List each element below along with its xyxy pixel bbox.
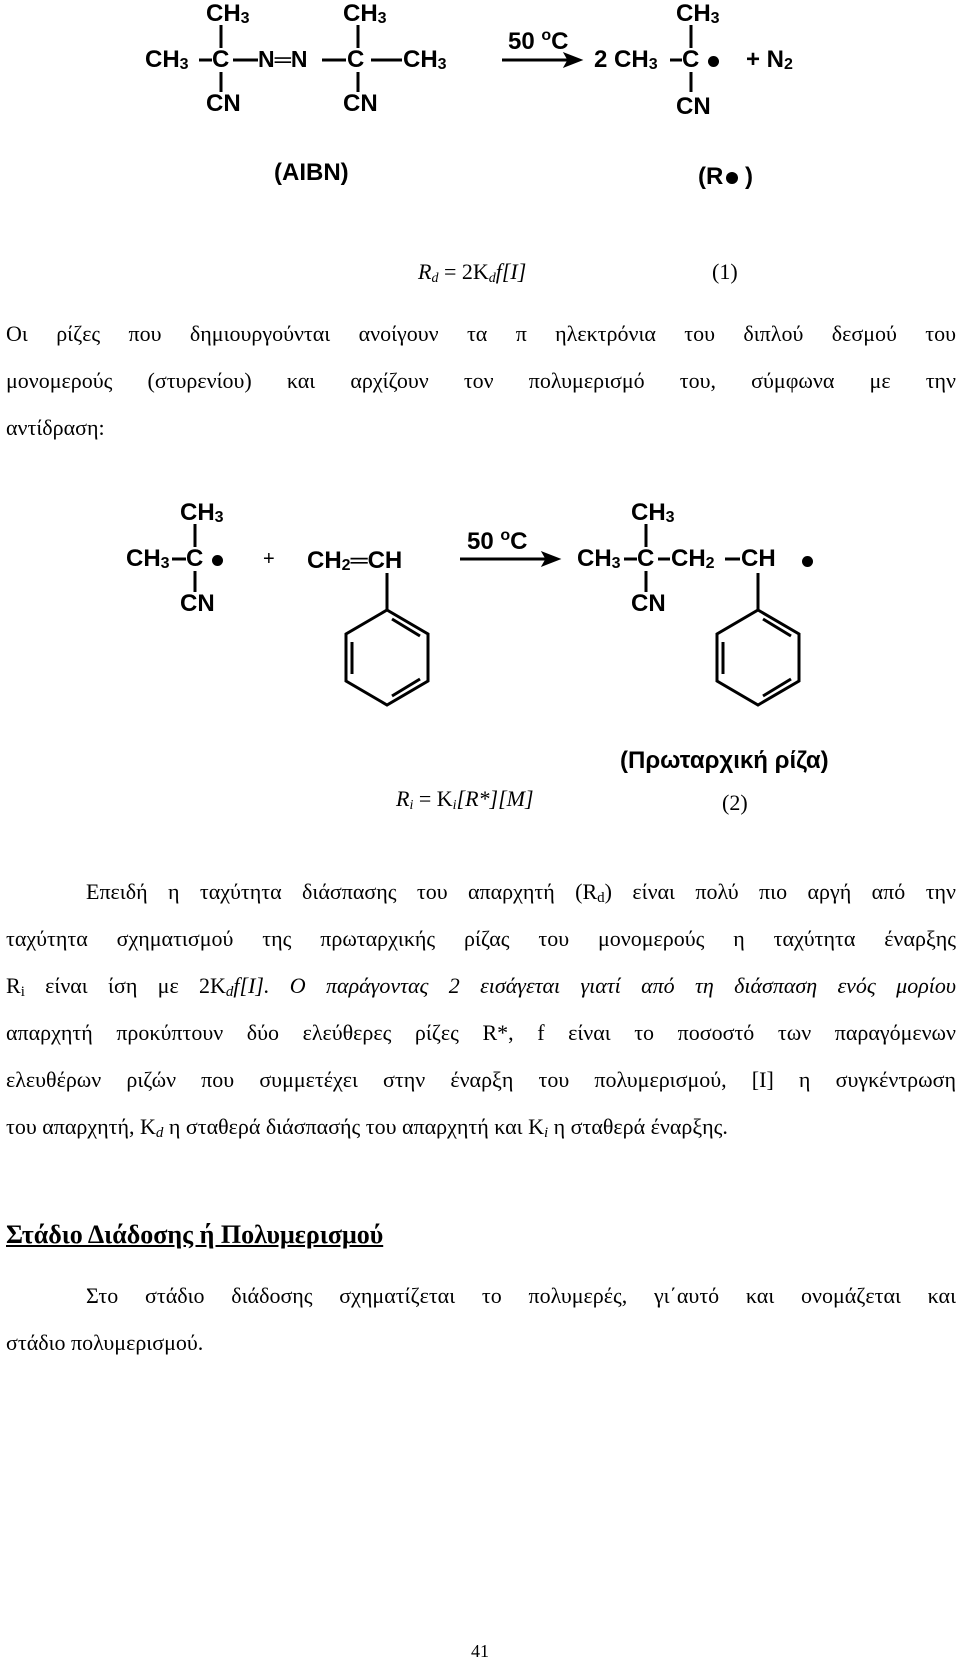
paragraph-initiation-rate: Επειδή η ταχύτητα διάσπασης του απαρχητή $(R_d)$ είναι πολύ πιο αργή από την ταχύτητα σχηματισμού της πρωταρχικής ρίζας του μονομερούς η ταχύτητα έναρξης $R_i$ είναι ίση με $2K_df[I]$. Ο παράγοντας 2 εισάγεται γιατί από τη διάσπαση ενός μορίου απαρχητή προκύπτουν δύο ελεύθερες ρίζες R*, f είναι το ποσοστό των παραγόμενων ελευθέρων ριζών που συμμετέχει στην έναρξη του πολυμερισμού, [I] η συγκέντρωση του απαρχητή, $K_d$ η σταθερά διάσπασής του απαρχητή και $K_i$ η σταθερά έναρξης. (6, 879, 956, 1141)
r2-cyano: CN (180, 590, 215, 617)
r2-top-methyl: $CH_3$ (180, 499, 224, 526)
p2-methine: CH (741, 545, 776, 572)
aibn-cyano-left: CN (206, 90, 241, 117)
radical-dot-1 (708, 56, 719, 67)
equation-1-number: (1) (712, 259, 738, 284)
p2-top-methyl: $CH_3$ (631, 499, 675, 526)
product-benzene-ring (717, 610, 799, 705)
nitrogen-product: + $N_2$ (746, 46, 793, 73)
radical-carbon: C (682, 46, 700, 73)
r2-carbon: C (186, 545, 204, 572)
p2-methylene: $CH_2$ (671, 545, 715, 572)
aibn-top-methyl-left: $CH_3$ (206, 0, 250, 27)
page-number: 41 (471, 1641, 489, 1661)
label-primary-radical: (Πρωταρχική ρίζα) (620, 747, 829, 774)
aibn-azo-group: N═N (258, 46, 308, 72)
aibn-top-methyl-right: $CH_3$ (343, 0, 387, 27)
equation-2-number: (2) (722, 790, 748, 815)
p2-radical-dot (802, 556, 813, 567)
styrene-benzene-ring (346, 610, 428, 705)
reaction2-condition: 50 $^o$C (467, 527, 528, 555)
radical-cyano: CN (676, 93, 711, 120)
aibn-carbon-left: C (212, 46, 230, 73)
equation-1: $R_d = 2K_df[I]$ (418, 259, 527, 286)
reaction1-condition: 50 $^o$C (508, 27, 569, 55)
aibn-carbon-right: C (347, 46, 365, 73)
aibn-right-methyl: $CH_3$ (403, 46, 447, 73)
r2-plus-sign: + (263, 548, 275, 570)
r2-left-methyl: $CH_3$ (126, 545, 170, 572)
aibn-cyano-right: CN (343, 90, 378, 117)
paragraph-propagation: Στο στάδιο διάδοσης σχηματίζεται το πολυμερές, γι΄αυτό και ονομάζεται και στάδιο πολυμερισμού. (6, 1283, 956, 1355)
label-radical: (R ) (698, 163, 753, 190)
radical-coefficient-methyl: 2 $CH_3$ (594, 46, 658, 73)
p2-cyano: CN (631, 590, 666, 617)
equation-2: $R_i = K_i[R*][M]$ (396, 786, 534, 813)
r2-radical-dot (212, 555, 223, 566)
aibn-left-methyl: $CH_3$ (145, 46, 189, 73)
p2-left-methyl: $CH_3$ (577, 545, 621, 572)
radical-dot-icon (726, 172, 738, 184)
styrene-vinyl: $CH_2═CH$ (307, 547, 403, 574)
section-heading: Στάδιο Διάδοσης ή Πολυμερισμού (6, 1220, 384, 1249)
radical-top-methyl: $CH_3$ (676, 0, 720, 27)
label-aibn: (AIBN) (274, 159, 349, 186)
p2-carbon: C (637, 545, 655, 572)
paragraph-initiation-intro: Οι ρίζες που δημιουργούνται ανοίγουν τα π ηλεκτρόνια του διπλού δεσμού του μονομερούς (στυρενίου) και αρχίζουν τον πολυμερισμό του, σύμφωνα με την αντίδραση: (6, 321, 956, 440)
